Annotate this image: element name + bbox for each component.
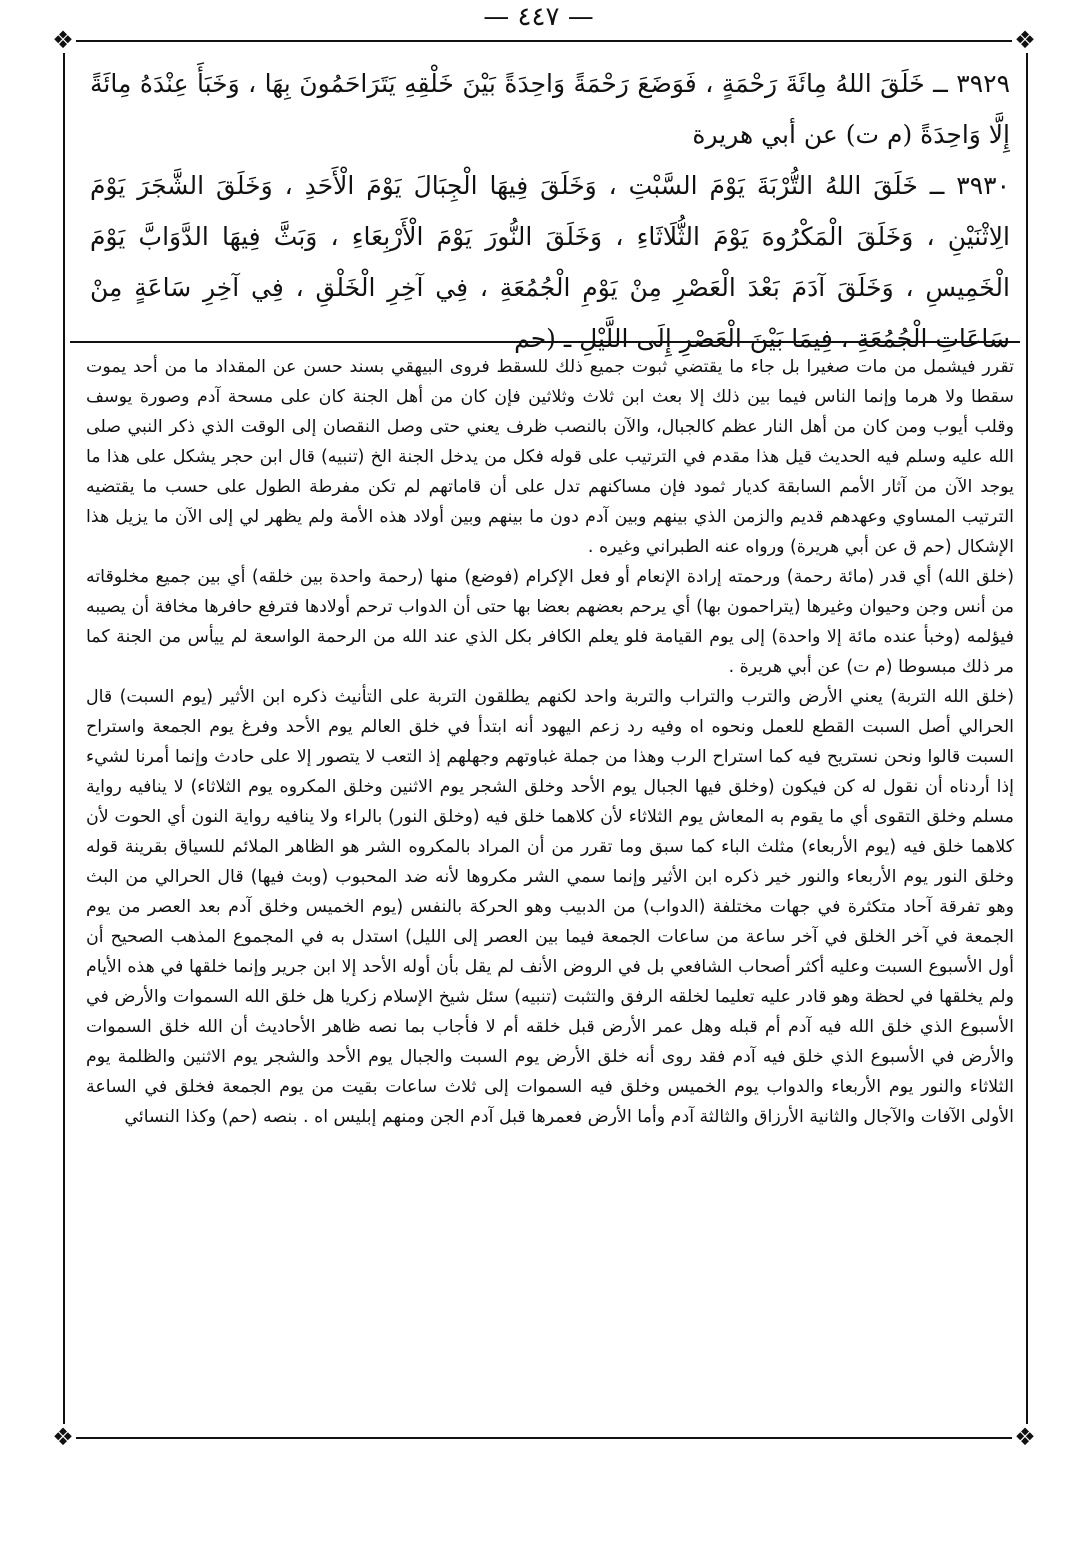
commentary-paragraph: (خلق الله التربة) يعني الأرض والترب والتراب والتربة واحد لكنهم يطلقون التربة على التأنيث ذكره ابن الأثير (يوم السبت) قال الحرالي أصل السبت القطع للعمل ونحوه اه وفيه رد زعم اليهود أنه ابتدأ في خلق العالم يوم الأحد وفرغ يوم الجمعة واستراح السبت قالوا ونحن نستريح فيه كما استراح الرب وهذا من جملة غباوتهم وجهلهم إذ التعب لا يتصور إلا على حادث وإنما أمرنا لشيء إذا أردناه أن نقول له كن فيكون (وخلق فيها الجبال يوم الأحد وخلق الشجر يوم الاثنين وخلق المكروه يوم الثلاثاء) لا ينافيه رواية مسلم وخلق التقوى أي ما يقوم به المعاش يوم الثلاثاء لأن كلاهما خلق فيه (وخلق النور) بالراء ولا ينافيه رواية النون أي الحوت لأن كلاهما خلق فيه (يوم الأربعاء) مثلث الباء كما سبق وما تقرر من أن المراد بالمكروه الشر هو الظاهر الملائم للسياق بقرينة قوله وخلق النور يوم الأربعاء والنور خير ذكره ابن الأثير وإنما سمي الشر مكروها لأنه ضد المحبوب (وبث فيها) قال الحرالي من البث وهو تفرقة آحاد متكثرة في جهات مختلفة (الدواب) من الدبيب وهو الحركة بالنفس (يوم الخميس وخلق آدم بعد العصر من يوم الجمعة في آخر الخلق في آخر ساعة من ساعات الجمعة فيما بين العصر إلى الليل) استدل به في المجموع المذهب الصحيح أن أول الأسبوع السبت وعليه أكثر أصحاب الشافعي بل في الروض الأنف لم يقل بأن أوله الأحد إلا ابن جرير وإنما خلقها في هذه الأيام ولم يخلقها في لحظة وهو قادر عليه تعليما لخلقه الرفق والتثبت (تنبيه) سئل شيخ الإسلام زكريا هل خلق الله السموات والأرض في الأسبوع الذي خلق الله فيه آدم أم قبله وهل عمر الأرض قبل خلقه أم لا فأجاب بما نصه ظاهر الأحاديث أن الله خلق السموات والأرض في الأسبوع الذي خلق فيه آدم فقد روى أنه خلق الأرض يوم السبت والجبال يوم الأحد والشجر يوم الاثنين والظلمة يوم الثلاثاء والنور يوم الأربعاء والدواب يوم الخميس وخلق فيه السموات إلى ثلاث ساعات بقيت من يوم الجمعة فخلق في الساعة الأولى الآفات والآجال والثانية الأرزاق والثالثة آدم وأما الأرض فعمرها قبل آدم الجن ومنهم إبليس اه . بنصه (حم) وكذا النسائي xyxy=(86,687,1014,1127)
commentary-paragraph: (خلق الله) أي قدر (مائة رحمة) ورحمته إرادة الإنعام أو فعل الإكرام (فوضع) منها (رحمة واحدة بين خلقه) أي بين جميع مخلوقاته من أنس وجن وحيوان وغيرها (يتراحمون بها) أي يرحم بعضهم بعضا بها حتى أن الدواب ترحم أولادها فترفع حافرها مخافة أن يصيبه فيؤلمه (وخبأ عنده مائة إلا واحدة) إلى يوم القيامة فلو يعلم الكافر بكل الذي عند الله من الرحمة الواسعة لم ييأس من الجنة كما مر ذلك مبسوطا (م ت) عن أبي هريرة . xyxy=(86,567,1014,677)
corner-ornament-icon: ❖ xyxy=(1012,1424,1038,1450)
section-divider xyxy=(70,341,1020,343)
corner-ornament-icon: ❖ xyxy=(1012,27,1038,53)
hadith-text xyxy=(90,58,1010,364)
hadith-3929: ٣٩٢٩ ــ خَلَقَ اللهُ مِائَةَ رَحْمَةٍ ، فَوَضَعَ رَحْمَةً وَاحِدَةً بَيْنَ خَلْقِهِ يَتَرَاحَمُونَ بِهَا ، وَخَبَأَ عِنْدَهُ مِائَةً إِلَّا وَاحِدَةً (م ت) عن أبي هريرة xyxy=(90,69,1010,149)
commentary-paragraph: تقرر فيشمل من مات صغيرا بل جاء ما يقتضي ثبوت جميع ذلك للسقط فروى البيهقي بسند حسن عن المقداد ما من أحد يموت سقطا ولا هرما وإنما الناس فيما بين ذلك إلا بعث ابن ثلاث وثلاثين فإن كان من أهل الجنة كان على مسحة آدم وصورة يوسف وقلب أيوب ومن كان من أهل النار عظم كالجبال، والآن بالنصب ظرف يعني حتى وصل النقصان إلى الوقت الذي ذكر النبي صلى الله عليه وسلم فيه الحديث قيل هذا مقدم في الترتيب على قوله فكل من يدخل الجنة الخ (تنبيه) قال ابن حجر يشكل على هذا ما يوجد الآن من آثار الأمم السابقة كديار ثمود فإن مساكنهم تدل على أن قاماتهم لم تكن مفرطة الطول على حسب ما يقتضيه الترتيب المساوي وعهدهم قديم والزمن الذي بينهم وبين آدم دون ما بينهم وبين أولاد هذه الأمة ولم يظهر لي إلى الآن ما يزيل هذا الإشكال (حم ق عن أبي هريرة) ورواه عنه الطبراني وغيره . xyxy=(86,357,1014,557)
corner-ornament-icon: ❖ xyxy=(50,27,76,53)
page-number: — ٤٤٧ — xyxy=(483,2,594,32)
frame-top-rule xyxy=(63,40,1026,42)
commentary-text xyxy=(86,352,1014,1132)
hadith-3930: ٣٩٣٠ ــ خَلَقَ اللهُ التُّرْبَةَ يَوْمَ السَّبْتِ ، وَخَلَقَ فِيهَا الْجِبَالَ يَوْمَ الْأَحَدِ ، وَخَلَقَ الشَّجَرَ يَوْمَ الِاثْنَيْنِ ، وَخَلَقَ الْمَكْرُوهَ يَوْمَ الثُّلَاثَاءِ ، وَخَلَقَ النُّورَ يَوْمَ الْأَرْبِعَاءِ ، وَبَثَّ فِيهَا الدَّوَابَّ يَوْمَ الْخَمِيسِ ، وَخَلَقَ آدَمَ بَعْدَ الْعَصْرِ مِنْ يَوْمِ الْجُمُعَةِ ، فِي آخِرِ الْخَلْقِ ، فِي آخِرِ سَاعَةٍ مِنْ سَاعَاتِ الْجُمُعَةِ ، فِيمَا بَيْنَ الْعَصْرِ إِلَى اللَّيْلِ ـ (حم xyxy=(90,171,1010,353)
frame-bottom-rule xyxy=(63,1437,1026,1439)
corner-ornament-icon: ❖ xyxy=(50,1424,76,1450)
